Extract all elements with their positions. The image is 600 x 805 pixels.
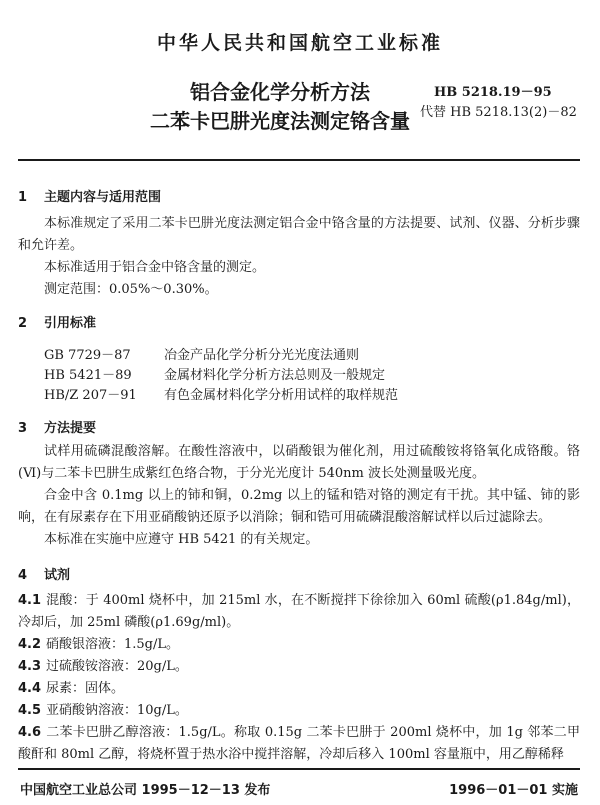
reference-title: 冶金产品化学分析分光光度法通则	[164, 348, 360, 363]
item-number: 4.3	[18, 659, 42, 674]
footer-divider	[18, 768, 580, 770]
title-line-1: 铝合金化学分析方法	[190, 80, 370, 104]
item-text: 过硫酸铵溶液：20g/L。	[46, 659, 188, 674]
section-1-heading	[18, 186, 161, 205]
reference-code: HB 5421－89	[44, 368, 132, 383]
item-text: 二苯卡巴肼乙醇溶液：1.5g/L。称取 0.15g 二苯卡巴肼于 200ml 烧杯中，加 1g 邻苯二甲酸酐和 80ml 乙醇，将烧杯置于热水浴中搅拌溶解，冷却后移入 100ml 容量瓶中，用乙醇稀释	[18, 725, 580, 762]
replaces-standard: 代替 HB 5218.13(2)－82	[420, 105, 577, 120]
issuing-org-title: 中华人民共和国航空工业标准	[156, 32, 443, 54]
item-text: 亚硝酸钠溶液：10g/L。	[46, 703, 188, 718]
section-1-paragraph-3: 测定范围：0.05%～0.30%。	[44, 282, 218, 297]
reagent-item	[18, 678, 580, 700]
section-title: 引用标准	[44, 316, 97, 331]
item-number: 4.6	[18, 725, 42, 740]
reagent-item	[18, 590, 580, 634]
effective-date: 1996－01－01 实施	[449, 783, 578, 798]
reagent-item	[18, 700, 580, 722]
section-title: 试剂	[44, 568, 71, 583]
section-1-paragraph-1: 本标准规定了采用二苯卡巴肼光度法测定铝合金中铬含量的方法提要、试剂、仪器、分析步骤和允许差。	[18, 216, 580, 253]
section-number: 1	[18, 190, 28, 205]
section-title: 主题内容与适用范围	[44, 190, 162, 205]
reference-row	[44, 344, 359, 363]
reference-code: GB 7729－87	[44, 348, 131, 363]
reference-title: 金属材料化学分析方法总则及一般规定	[164, 368, 386, 383]
item-number: 4.2	[18, 637, 42, 652]
reagent-item	[18, 656, 580, 678]
section-number: 3	[18, 421, 28, 436]
reagent-item	[18, 634, 580, 656]
reference-row	[44, 384, 398, 403]
section-2-heading	[18, 312, 96, 331]
section-number: 2	[18, 316, 28, 331]
section-3-paragraph-3: 本标准在实施中应遵守 HB 5421 的有关规定。	[44, 532, 319, 547]
reference-row	[44, 364, 385, 383]
section-3-heading	[18, 417, 96, 436]
issue-date: 中国航空工业总公司 1995－12－13 发布	[20, 783, 271, 798]
reference-code: HB/Z 207－91	[44, 388, 137, 403]
standard-number: HB 5218.19－95	[434, 85, 552, 100]
reference-title: 有色金属材料化学分析用试样的取样规范	[164, 388, 399, 403]
header-divider	[18, 159, 580, 161]
item-number: 4.5	[18, 703, 42, 718]
reagent-item	[18, 722, 580, 766]
section-3-paragraph-2: 合金中含 0.1mg 以上的铈和铜，0.2mg 以上的锰和锆对铬的测定有干扰。其中锰、铈的影响，在有尿素存在下用亚硝酸钠还原予以消除；铜和锆可用硫磷混酸溶解试样以后过滤除去。	[18, 488, 580, 525]
item-number: 4.1	[18, 593, 42, 608]
section-3-paragraph-1: 试样用硫磷混酸溶解。在酸性溶液中，以硝酸银为催化剂，用过硫酸铵将铬氧化成铬酸。铬(Ⅵ)与二苯卡巴肼生成紫红色络合物，于分光光度计 540nm 波长处测量吸光度。	[18, 444, 580, 481]
title-line-2: 二苯卡巴肼光度法测定铬含量	[150, 109, 410, 133]
section-4-heading	[18, 564, 70, 583]
item-number: 4.4	[18, 681, 42, 696]
section-title: 方法提要	[44, 421, 97, 436]
item-text: 混酸：于 400ml 烧杯中，加 215ml 水，在不断搅拌下徐徐加入 60ml 硫酸(ρ1.84g/ml)，冷却后，加 25ml 磷酸(ρ1.69g/ml)。	[18, 593, 580, 630]
item-text: 硝酸银溶液：1.5g/L。	[46, 637, 180, 652]
document-title	[150, 78, 410, 136]
item-text: 尿素：固体。	[46, 681, 125, 696]
section-number: 4	[18, 568, 28, 583]
section-1-paragraph-2: 本标准适用于铝合金中铬含量的测定。	[44, 260, 266, 275]
